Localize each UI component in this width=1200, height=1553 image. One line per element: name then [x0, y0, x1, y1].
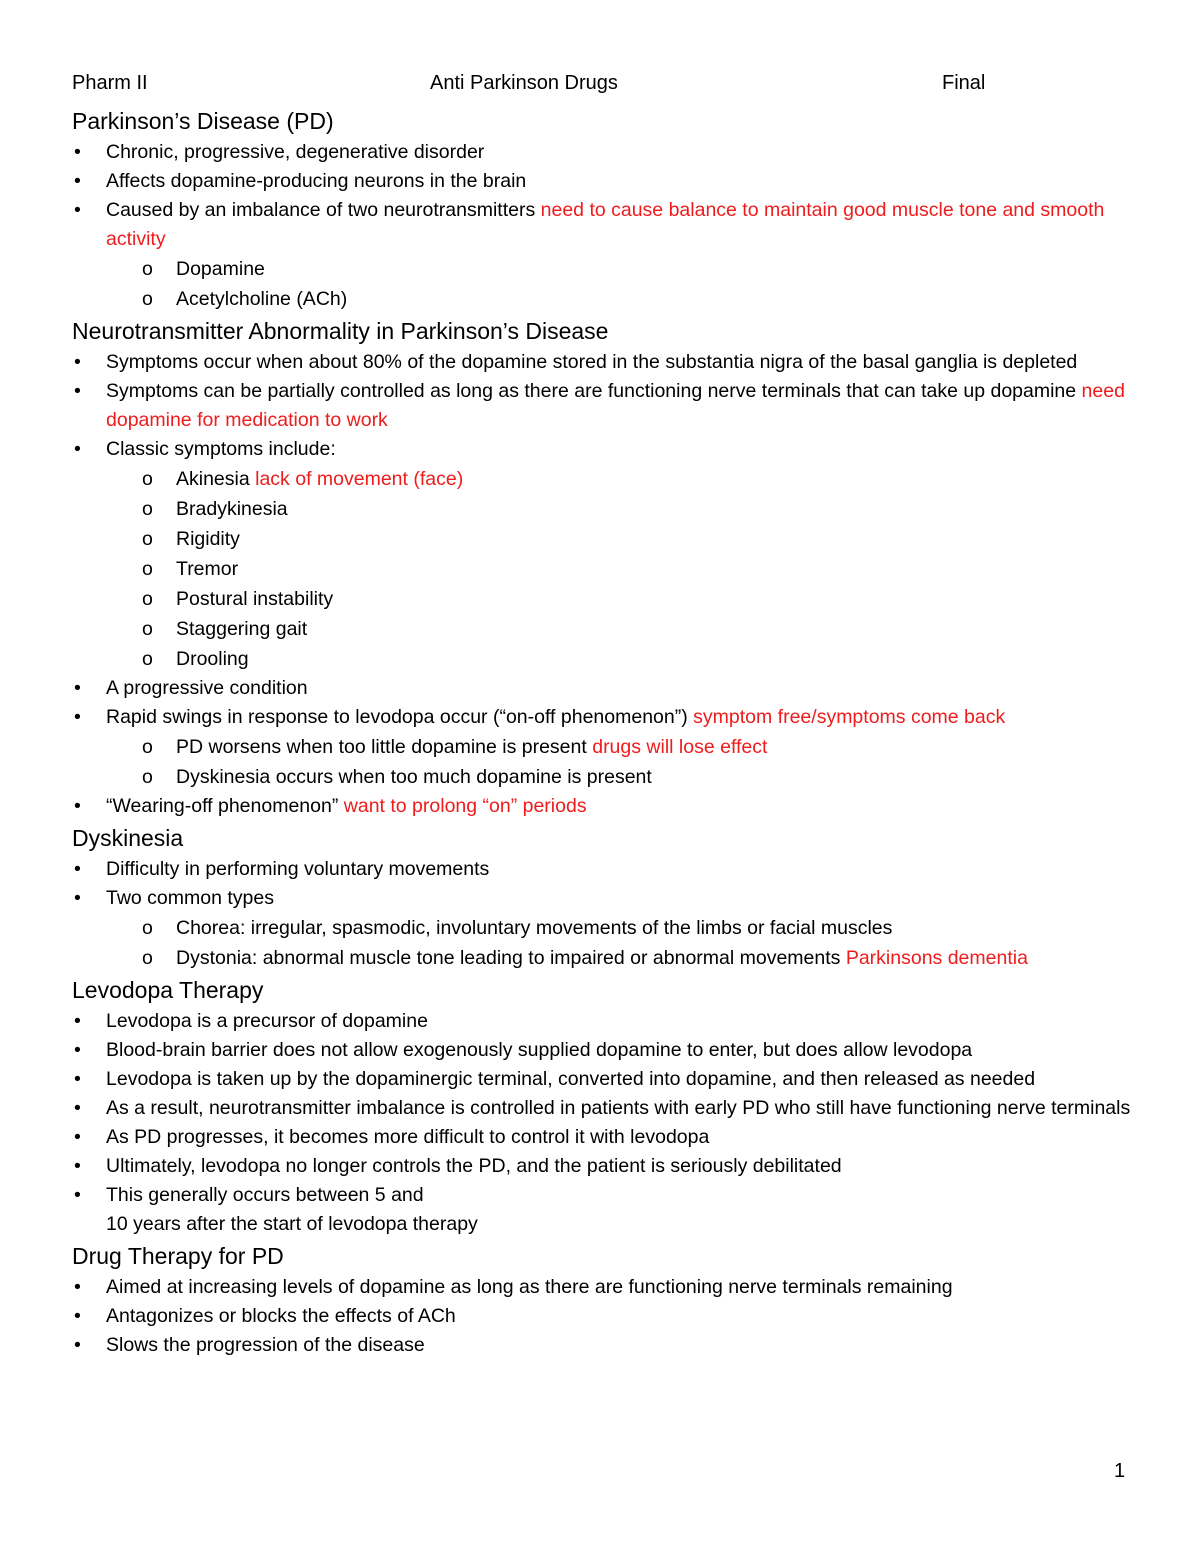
bullet-item	[72, 1094, 1142, 1123]
bullet-item	[72, 1065, 1142, 1094]
sub-bullet-item	[72, 943, 1142, 973]
annotation-note: symptom free/symptoms come back	[693, 706, 1006, 728]
bullet-item	[72, 855, 1142, 884]
bullet-item	[72, 1123, 1142, 1152]
bullet-text: Aimed at increasing levels of dopamine as long as there are functioning nerve terminals remaining	[106, 1276, 953, 1298]
bullet-text: Postural instability	[176, 588, 334, 610]
bullet-text: Antagonizes or blocks the effects of ACh	[106, 1305, 456, 1327]
bullet-list	[72, 1007, 1142, 1239]
annotation-note: want to prolong “on” periods	[343, 795, 587, 817]
bullet-list	[72, 1273, 1142, 1360]
bullet-item	[72, 674, 1142, 703]
bullet-item	[72, 435, 1142, 464]
bullet-item	[72, 1181, 1142, 1239]
bullet-item	[72, 703, 1142, 732]
header-exam: Final	[942, 72, 986, 94]
bullet-text: Drooling	[176, 648, 249, 670]
bullet-text: Chronic, progressive, degenerative disorder	[106, 141, 485, 163]
bullet-text: Dystonia: abnormal muscle tone leading to impaired or abnormal movements	[176, 947, 846, 969]
bullet-text: Slows the progression of the disease	[106, 1334, 425, 1356]
annotation-note: drugs will lose effect	[592, 736, 768, 758]
sub-bullet-item	[72, 913, 1142, 943]
bullet-text: Bradykinesia	[176, 498, 288, 520]
bullet-text: Tremor	[176, 558, 239, 580]
bullet-text: Rapid swings in response to levodopa occur (“on-off phenomenon”)	[106, 706, 694, 728]
bullet-text: Chorea: irregular, spasmodic, involuntary movements of the limbs or facial muscles	[176, 917, 893, 939]
page-header	[72, 72, 1132, 100]
annotation-note: need to cause balance to maintain good muscle tone and smooth activity	[106, 199, 1105, 250]
bullet-text: Akinesia	[176, 468, 256, 490]
bullet-text: Levodopa is a precursor of dopamine	[106, 1010, 428, 1032]
bullet-item	[72, 792, 1142, 821]
bullet-text: Staggering gait	[176, 618, 308, 640]
annotation-note: need dopamine for medication to work	[106, 380, 1125, 431]
sub-bullet-item	[72, 464, 1142, 494]
bullet-item	[72, 884, 1142, 913]
bullet-text: Caused by an imbalance of two neurotransmitters	[106, 199, 541, 221]
annotation-note: Parkinsons dementia	[845, 947, 1028, 969]
bullet-text: Dyskinesia occurs when too much dopamine is present	[176, 766, 652, 788]
sub-bullet-item	[72, 584, 1142, 614]
bullet-list	[72, 348, 1142, 821]
page-number: 1	[1114, 1460, 1126, 1482]
bullet-text: Two common types	[106, 887, 274, 909]
sub-bullet-item	[72, 644, 1142, 674]
bullet-text: PD worsens when too little dopamine is present	[176, 736, 593, 758]
bullet-text: Difficulty in performing voluntary movements	[106, 858, 490, 880]
sub-bullet-item	[72, 732, 1142, 762]
bullet-text: Ultimately, levodopa no longer controls the PD, and the patient is seriously debilitated	[106, 1155, 842, 1177]
header-course: Pharm II	[72, 72, 148, 94]
bullet-text: Classic symptoms include:	[106, 438, 336, 460]
sub-bullet-item	[72, 254, 1142, 284]
bullet-text: This generally occurs between 5 and 10 years after the start of levodopa therapy	[106, 1184, 478, 1235]
bullet-text: Symptoms can be partially controlled as long as there are functioning nerve terminals that can take up dopamine	[106, 380, 1082, 402]
bullet-text: Dopamine	[176, 258, 265, 280]
sub-bullet-item	[72, 614, 1142, 644]
bullet-item	[72, 196, 1142, 254]
bullet-text: As PD progresses, it becomes more difficult to control it with levodopa	[106, 1126, 710, 1148]
bullet-text: Rigidity	[176, 528, 240, 550]
bullet-item	[72, 1036, 1142, 1065]
bullet-text: A progressive condition	[106, 677, 308, 699]
sub-bullet-item	[72, 494, 1142, 524]
bullet-text: As a result, neurotransmitter imbalance is controlled in patients with early PD who still have functioning nerve terminals	[106, 1097, 1131, 1119]
bullet-text: “Wearing-off phenomenon”	[106, 795, 344, 817]
bullet-item	[72, 1302, 1142, 1331]
bullet-list	[72, 855, 1142, 973]
section-heading: Dyskinesia	[72, 825, 184, 851]
bullet-text: Blood-brain barrier does not allow exogenously supplied dopamine to enter, but does allow levodopa	[106, 1039, 973, 1061]
bullet-item	[72, 377, 1142, 435]
bullet-item	[72, 1331, 1142, 1360]
section-heading: Levodopa Therapy	[72, 977, 264, 1003]
section-heading: Neurotransmitter Abnormality in Parkinson’s Disease	[72, 318, 609, 344]
bullet-text: Acetylcholine (ACh)	[176, 288, 348, 310]
header-topic: Anti Parkinson Drugs	[430, 72, 618, 94]
section-heading: Parkinson’s Disease (PD)	[72, 108, 334, 134]
sub-bullet-item	[72, 524, 1142, 554]
document-body	[72, 104, 1142, 1360]
sub-bullet-item	[72, 554, 1142, 584]
bullet-item	[72, 348, 1142, 377]
bullet-item	[72, 1007, 1142, 1036]
annotation-note: lack of movement (face)	[255, 468, 464, 490]
sub-bullet-item	[72, 762, 1142, 792]
bullet-item	[72, 167, 1142, 196]
sub-bullet-item	[72, 284, 1142, 314]
bullet-list	[72, 138, 1142, 314]
bullet-text: Affects dopamine-producing neurons in the brain	[106, 170, 527, 192]
bullet-item	[72, 1152, 1142, 1181]
bullet-item	[72, 138, 1142, 167]
section-heading: Drug Therapy for PD	[72, 1243, 284, 1269]
bullet-item	[72, 1273, 1142, 1302]
bullet-text: Symptoms occur when about 80% of the dopamine stored in the substantia nigra of the basal ganglia is depleted	[106, 351, 1078, 373]
bullet-text: Levodopa is taken up by the dopaminergic terminal, converted into dopamine, and then released as needed	[106, 1068, 1036, 1090]
